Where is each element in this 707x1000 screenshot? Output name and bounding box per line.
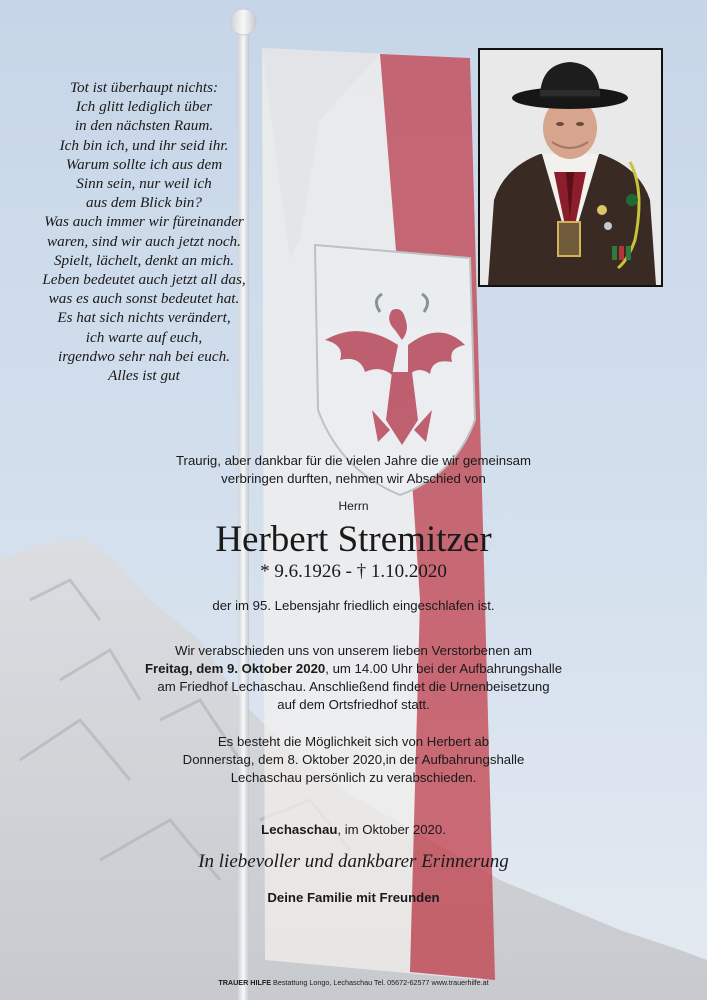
footer-brand: TRAUER HILFE (218, 978, 272, 987)
place-date (0, 821, 707, 839)
poem-line: Leben bedeutet auch jetzt all das, (42, 271, 246, 289)
poem-line: Was auch immer wir füreinander (44, 213, 244, 231)
poem-line: Spielt, lächelt, denkt an mich. (53, 251, 235, 269)
poem-line: Tot ist überhaupt nichts: (69, 79, 219, 96)
viewing-line: Es besteht die Möglichkeit sich von Herbert ab (217, 734, 490, 749)
intro-text (0, 452, 707, 488)
ceremony-line: Wir verabschieden uns von unserem lieben Verstorbenen am (175, 643, 532, 658)
poem-line: Alles ist gut (108, 367, 180, 385)
life-dates: * 9.6.1926 - † 1.10.2020 (260, 561, 447, 582)
poem (38, 78, 250, 385)
portrait-photo (478, 48, 663, 287)
poem-line: ich warte auf euch, (85, 328, 203, 346)
ceremony-line (0, 660, 707, 678)
flagpole-finial (231, 9, 257, 35)
poem-line: Warum sollte ich aus dem (65, 155, 223, 173)
footer-details: Bestattung Longo, Lechaschau Tel. 05672-62577 www.trauerhilfe.at (271, 978, 489, 987)
deceased-name: Herbert Stremitzer (215, 519, 492, 560)
signature: Deine Familie mit Freunden (267, 890, 440, 905)
poem-line: aus dem Blick bin? (86, 194, 202, 212)
closing-phrase: In liebevoller und dankbarer Erinnerung (198, 851, 509, 872)
poem-line: Es hat sich nichts verändert, (57, 309, 231, 327)
poem-line: was es auch sonst bedeutet hat. (48, 290, 240, 308)
place-town: Lechaschau (261, 822, 338, 837)
salutation: Herrn (338, 499, 369, 513)
intro-line: verbringen durften, nehmen wir Abschied von (221, 471, 486, 486)
viewing-text (0, 733, 707, 787)
place-month: , im Oktober 2020. (337, 822, 446, 837)
footer (0, 978, 707, 988)
poem-line: Ich bin ich, und ihr seid ihr. (59, 136, 229, 154)
ceremony-time-place: , um 14.00 Uhr bei der Aufbahrungshalle (325, 661, 563, 676)
age-line: der im 95. Lebensjahr friedlich eingeschlafen ist. (212, 598, 495, 613)
portrait-illustration (480, 50, 661, 285)
poem-line: irgendwo sehr nah bei euch. (58, 347, 230, 365)
viewing-line: Donnerstag, dem 8. Oktober 2020,in der Aufbahrungshalle (182, 752, 525, 767)
viewing-line: Lechaschau persönlich zu verabschieden. (230, 770, 477, 785)
ceremony-line: auf dem Ortsfriedhof statt. (277, 697, 430, 712)
ceremony-line: am Friedhof Lechaschau. Anschließend findet die Urnenbeisetzung (157, 679, 550, 694)
poem-line: Ich glitt lediglich über (75, 98, 213, 116)
intro-line: Traurig, aber dankbar für die vielen Jahre die wir gemeinsam (175, 453, 531, 468)
poem-line: in den nächsten Raum. (74, 117, 214, 135)
poem-line: Sinn sein, nur weil ich (76, 175, 212, 193)
ceremony-date: Freitag, dem 9. Oktober 2020 (144, 661, 326, 676)
poem-line: waren, sind wir auch jetzt noch. (47, 232, 241, 250)
ceremony-text (0, 642, 707, 714)
